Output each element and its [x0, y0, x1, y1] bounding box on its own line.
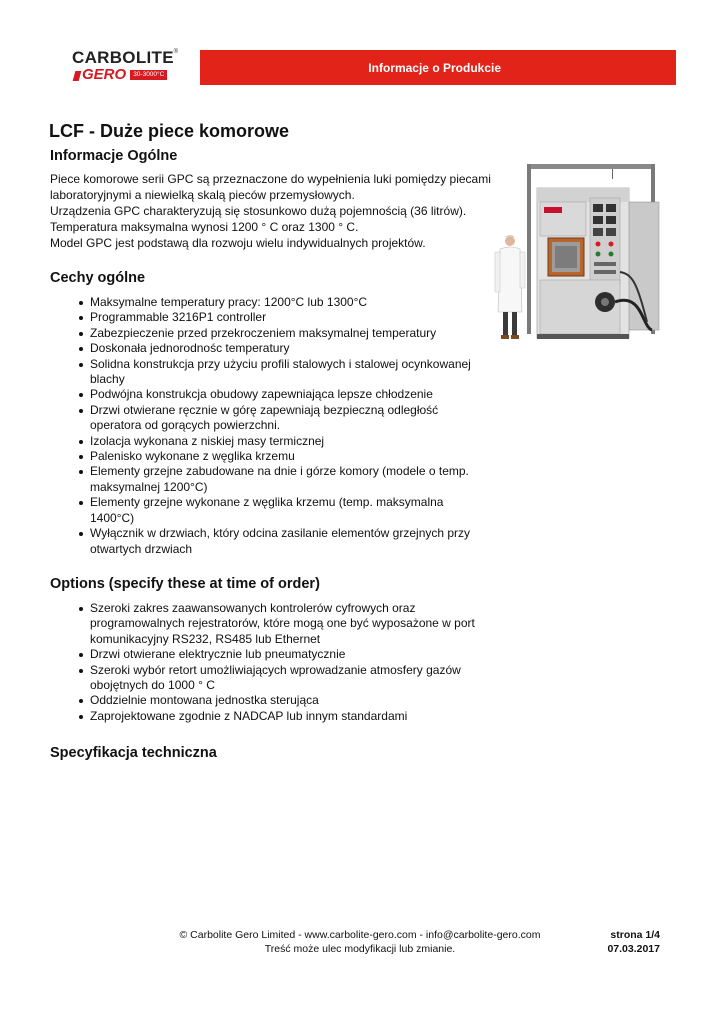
- page-title: LCF - Duże piece komorowe: [49, 121, 290, 141]
- logo-wordmark: CARBOLITE: [72, 48, 174, 67]
- footer-info: [170, 928, 550, 956]
- general-line: laboratoryjnymi a niewielką skalą pieców przemysłowych.: [50, 188, 355, 202]
- general-heading: Informacje Ogólne: [50, 148, 178, 164]
- footer-disclaimer: Treść może ulec modyfikacji lub zmianie.: [264, 943, 456, 955]
- options-heading: Options (specify these at time of order): [50, 576, 320, 592]
- furnace-product-image: [492, 162, 668, 348]
- carbolite-gero-logo: [72, 49, 182, 85]
- header-banner: [200, 50, 676, 85]
- header-banner-text: Informacje o Produkcie: [368, 60, 501, 75]
- list-item: Szeroki zakres zaawansowanych kontrolerów cyfrowych oraz programowalnych rejestratorów, które mogą one być wyposażone w port komunikacyjny RS232, RS485 lub Ethernet: [90, 601, 490, 647]
- list-item: Elementy grzejne zabudowane na dnie i górze komory (modele o temp. maksymalnej 1200°C): [90, 464, 490, 495]
- general-line: Temperatura maksymalna wynosi 1200 ° C oraz 1300 ° C.: [50, 220, 359, 234]
- logo-registered-mark: ®: [173, 49, 178, 55]
- logo-gero: GERO: [72, 68, 126, 82]
- list-item: Podwójna konstrukcja obudowy zapewniająca lepsze chłodzenie: [90, 387, 490, 402]
- list-item: Zabezpieczenie przed przekroczeniem maksymalnej temperatury: [90, 326, 490, 341]
- general-line: Model GPC jest podstawą dla rozwoju wielu indywidualnych projektów.: [50, 236, 426, 250]
- general-paragraph: [50, 171, 490, 251]
- features-heading: Cechy ogólne: [50, 270, 146, 286]
- options-list: [90, 601, 490, 724]
- list-item: Zaprojektowane zgodnie z NADCAP lub innym standardami: [90, 709, 490, 724]
- list-item: Palenisko wykonane z węglika krzemu: [90, 449, 490, 464]
- list-item: Elementy grzejne wykonane z węglika krzemu (temp. maksymalna 1400°C): [90, 495, 490, 526]
- list-item: Drzwi otwierane ręcznie w górę zapewniają bezpieczną odległość operatora od gorących powierzchni.: [90, 403, 490, 434]
- document-date: 07.03.2017: [607, 943, 660, 955]
- list-item: Programmable 3216P1 controller: [90, 310, 490, 325]
- page-number: strona 1/4: [610, 929, 660, 941]
- footer-page-info: [590, 928, 660, 956]
- list-item: Doskonała jednorodnośc temperatury: [90, 341, 490, 356]
- list-item: Drzwi otwierane elektrycznie lub pneumatycznie: [90, 647, 490, 662]
- list-item: Solidna konstrukcja przy użyciu profili stalowych i stalowej ocynkowanej blachy: [90, 357, 490, 388]
- logo-temperature-range: 30-3000°C: [130, 70, 167, 80]
- list-item: Maksymalne temperatury pracy: 1200°C lub 1300°C: [90, 295, 490, 310]
- features-list: [90, 295, 490, 557]
- list-item: Izolacja wykonana z niskiej masy termicznej: [90, 434, 490, 449]
- general-line: Urządzenia GPC charakteryzują się stosunkowo dużą pojemnością (36 litrów).: [50, 204, 467, 218]
- general-line: Piece komorowe serii GPC są przeznaczone do wypełnienia luki pomiędzy piecami: [50, 172, 491, 186]
- list-item: Wyłącznik w drzwiach, który odcina zasilanie elementów grzejnych przy otwartych drzwiach: [90, 526, 490, 557]
- footer-copyright: © Carbolite Gero Limited - www.carbolite-gero.com - info@carbolite-gero.com: [179, 929, 541, 941]
- list-item: Oddzielnie montowana jednostka sterująca: [90, 693, 490, 708]
- specs-heading: Specyfikacja techniczna: [50, 745, 217, 761]
- list-item: Szeroki wybór retort umożliwiających wprowadzanie atmosfery gazów obojętnych do 1000 ° C: [90, 663, 490, 694]
